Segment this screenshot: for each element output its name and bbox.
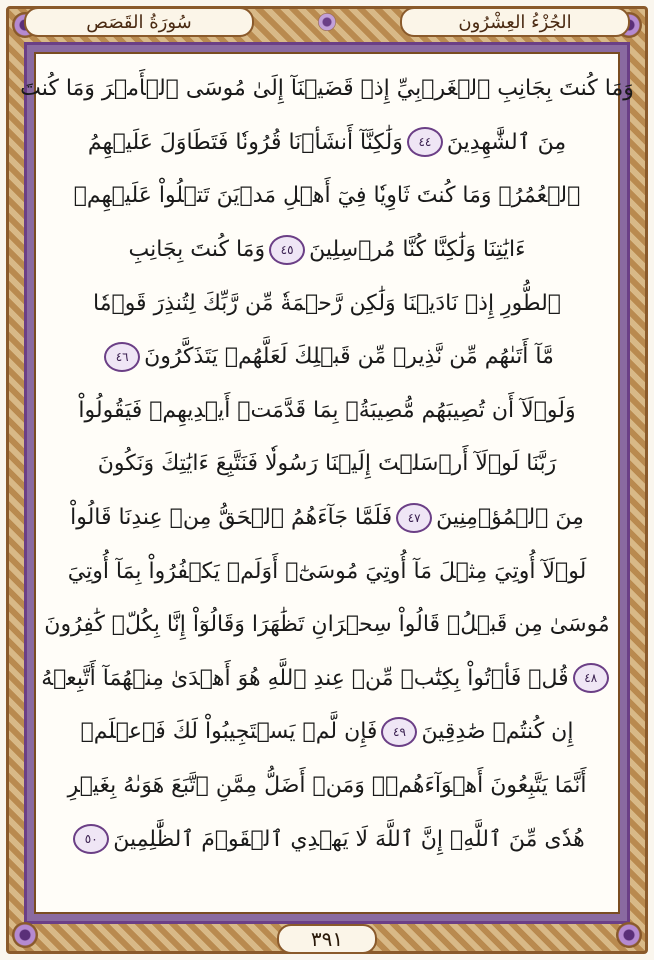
text-line <box>64 491 590 545</box>
verse-text: ءَايَٰتِنَا وَلَٰكِنَّا كُنَّا مُرۡسِلِينَ <box>309 237 526 263</box>
verse-text: فَلَمَّا جَآءَهُمُ ٱلۡحَقُّ مِنۡ عِندِنَا قَالُواْ <box>70 505 393 531</box>
verse-text: وَلَوۡلَآ أَن تُصِيبَهُم مُّصِيبَةُۢ بِمَا قَدَّمَتۡ أَيۡدِيهِمۡ فَيَقُولُواْ <box>78 397 576 423</box>
page-footer <box>0 924 654 954</box>
ayah-number-marker: ٤٤ <box>407 127 443 157</box>
verse-text: مِنَ ٱلۡمُؤۡمِنِينَ <box>436 505 584 531</box>
verse-text: ٱلطُّورِ إِذۡ نَادَيۡنَا وَلَٰكِن رَّحۡمَةٗ مِّن رَّبِّكَ لِتُنذِرَ قَوۡمٗا <box>93 290 561 316</box>
juz-name-label <box>400 7 630 37</box>
text-line <box>64 812 590 866</box>
ayah-number-marker: ٤٩ <box>381 717 417 747</box>
juz-name-text: الجُزْءُ العِشْرُون <box>458 11 572 33</box>
verse-text: رَبَّنَا لَوۡلَآ أَرۡسَلۡتَ إِلَيۡنَا رَسُولٗا فَنَتَّبِعَ ءَايَٰتِكَ وَنَكُونَ <box>97 451 557 477</box>
verse-text: هُدٗى مِّنَ ٱللَّهِۚ إِنَّ ٱللَّهَ لَا يَهۡدِي ٱلۡقَوۡمَ ٱلظَّٰلِمِينَ <box>113 826 585 852</box>
verse-text: مَّآ أَتَىٰهُم مِّن نَّذِيرٖ مِّن قَبۡلِكَ لَعَلَّهُمۡ يَتَذَكَّرُونَ <box>144 344 554 370</box>
ayah-number-marker: ٤٥ <box>269 235 305 265</box>
surah-name-label <box>24 7 254 37</box>
text-line <box>44 598 610 652</box>
page-number: ٣٩١ <box>277 924 377 954</box>
verse-text: لَوۡلَآ أُوتِيَ مِثۡلَ مَآ أُوتِيَ مُوسَىٰٓۚ أَوَلَمۡ يَكۡفُرُواْ بِمَآ أُوتِيَ <box>67 558 587 584</box>
text-line <box>64 705 590 759</box>
text-line <box>64 169 590 223</box>
verse-text: أَنَّمَا يَتَّبِعُونَ أَهۡوَآءَهُمۡۚ وَمَنۡ أَضَلُّ مِمَّنِ ٱتَّبَعَ هَوَىٰهُ بِغَيۡرِ <box>67 773 587 799</box>
text-line <box>64 276 590 330</box>
verse-text: وَلَٰكِنَّآ أَنشَأۡنَا قُرُونٗا فَتَطَاوَلَ عَلَيۡهِمُ <box>87 129 403 155</box>
text-line <box>64 116 590 170</box>
surah-name-text: سُورَةُ القَصَص <box>86 11 192 33</box>
verse-text: ٱلۡعُمُرُۚ وَمَا كُنتَ ثَاوِيٗا فِيٓ أَهۡلِ مَدۡيَنَ تَتۡلُواْ عَلَيۡهِمۡ <box>73 183 581 209</box>
verse-text: إِن كُنتُمۡ صَٰدِقِينَ <box>421 719 574 745</box>
verse-text: وَمَا كُنتَ بِجَانِبِ ٱلۡغَرۡبِيِّ إِذۡ قَضَيۡنَآ إِلَىٰ مُوسَى ٱلۡأَمۡرَ وَمَا كُنتَ <box>20 76 634 102</box>
flower-ornament-icon <box>318 13 336 31</box>
ayah-number-marker: ٤٨ <box>573 663 609 693</box>
verse-text: فَإِن لَّمۡ يَسۡتَجِيبُواْ لَكَ فَٱعۡلَمۡ <box>80 719 378 745</box>
header-ornament <box>299 9 355 35</box>
text-line <box>20 62 634 116</box>
ayah-number-marker: ٤٦ <box>104 342 140 372</box>
verse-text: قُلۡ فَأۡتُواْ بِكِتَٰبٖ مِّنۡ عِندِ ٱللَّهِ هُوَ أَهۡدَىٰ مِنۡهُمَآ أَتَّبِعۡهُ <box>41 665 569 691</box>
verse-text: مِنَ ٱلشَّٰهِدِينَ <box>446 129 567 155</box>
text-line <box>64 544 590 598</box>
ayah-number-marker: ٤٧ <box>396 503 432 533</box>
quran-text-area <box>20 62 634 900</box>
page-header <box>24 6 630 38</box>
text-line <box>64 223 590 277</box>
verse-text: وَمَا كُنتَ بِجَانِبِ <box>128 237 266 263</box>
text-line <box>64 437 590 491</box>
ayah-number-marker: ٥٠ <box>73 824 109 854</box>
text-line <box>64 330 590 384</box>
verse-text: مُوسَىٰ مِن قَبۡلُۖ قَالُواْ سِحۡرَانِ تَظَٰهَرَا وَقَالُوٓاْ إِنَّا بِكُلّٖ كَٰفِرُونَ <box>44 612 610 638</box>
text-line <box>41 652 598 706</box>
text-line <box>64 759 590 813</box>
text-line <box>64 384 590 438</box>
